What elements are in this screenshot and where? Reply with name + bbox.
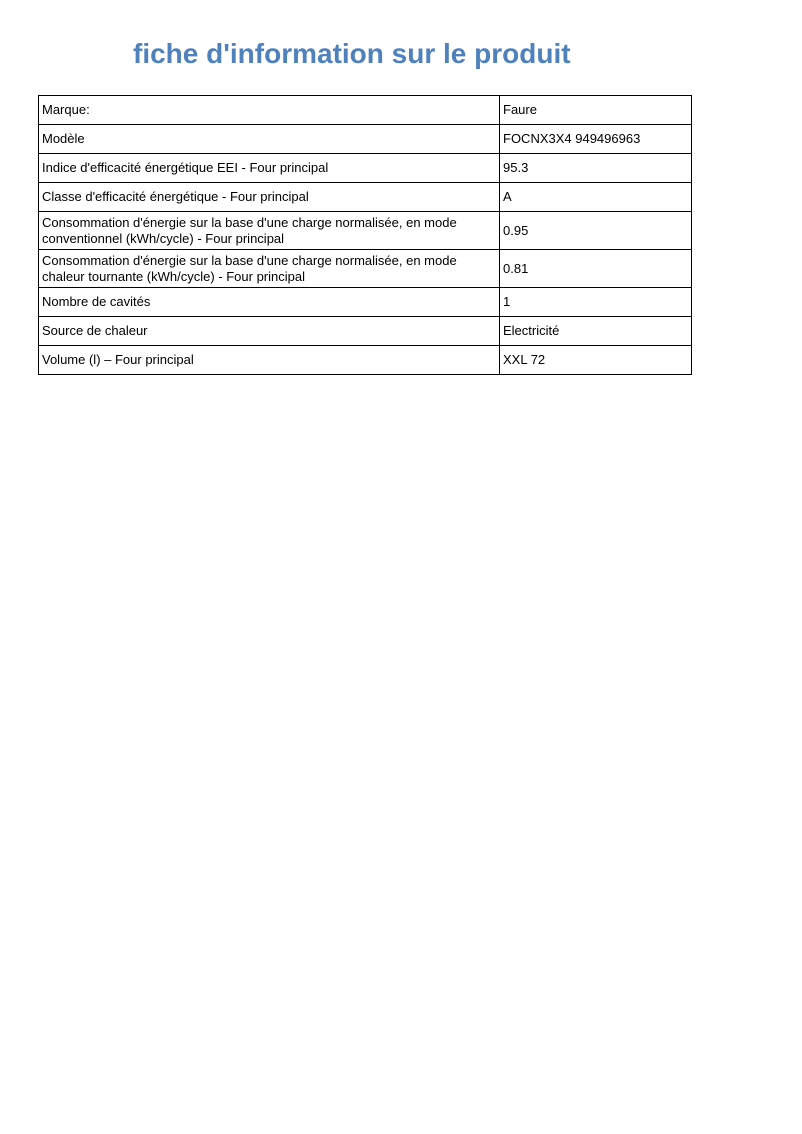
attribute-value: 95.3 [500,154,692,183]
product-info-table [38,95,692,375]
table-row [39,317,692,346]
table-row [39,96,692,125]
table-row [39,346,692,375]
attribute-label: Volume (l) – Four principal [39,346,500,375]
attribute-label: Indice d'efficacité énergétique EEI - Four principal [39,154,500,183]
table-row [39,125,692,154]
attribute-label: Consommation d'énergie sur la base d'une charge normalisée, en mode conventionnel (kWh/cycle) - Four principal [39,212,500,250]
attribute-value: FOCNX3X4 949496963 [500,125,692,154]
attribute-value: 0.95 [500,212,692,250]
table-row [39,183,692,212]
attribute-label: Marque: [39,96,500,125]
table-row [39,154,692,183]
attribute-value: A [500,183,692,212]
table-row [39,288,692,317]
attribute-value: 1 [500,288,692,317]
attribute-label: Consommation d'énergie sur la base d'une charge normalisée, en mode chaleur tournante (kWh/cycle) - Four principal [39,250,500,288]
table-row [39,250,692,288]
attribute-label: Nombre de cavités [39,288,500,317]
table-row [39,212,692,250]
attribute-label: Classe d'efficacité énergétique - Four principal [39,183,500,212]
attribute-value: 0.81 [500,250,692,288]
attribute-value: XXL 72 [500,346,692,375]
attribute-label: Modèle [39,125,500,154]
attribute-value: Electricité [500,317,692,346]
page-title: fiche d'information sur le produit [133,38,571,69]
attribute-value: Faure [500,96,692,125]
attribute-label: Source de chaleur [39,317,500,346]
